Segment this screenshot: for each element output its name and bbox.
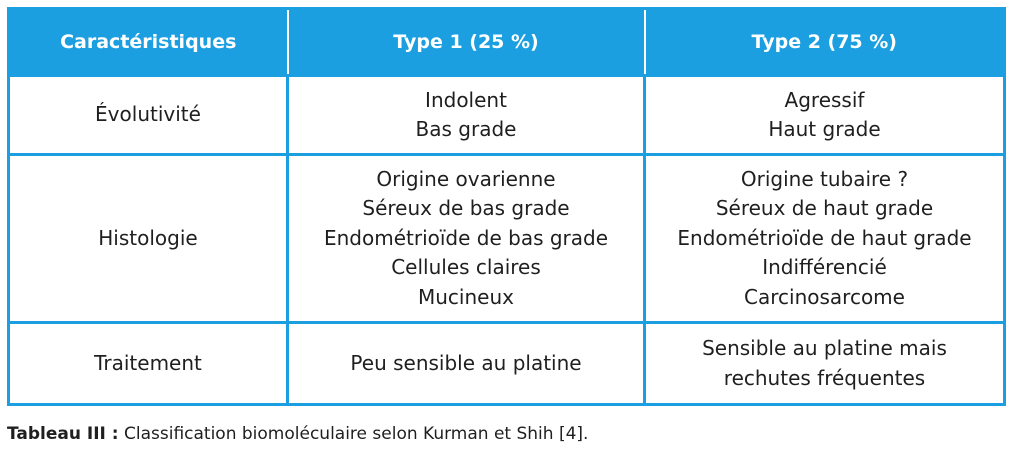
cell-line: Séreux de haut grade [715,196,934,221]
table-header-row [9,9,1005,76]
header-type-1: Type 1 (25 %) [288,9,645,76]
cell-line: Endométrioïde de haut grade [677,225,972,250]
cell-line: Indifférencié [762,255,887,280]
cell-line: Cellules claires [391,255,541,280]
classification-table [7,7,1006,406]
cell-line: Carcinosarcome [744,284,905,309]
cell-line: rechutes fréquentes [723,365,926,390]
cell-line: Sensible au platine mais [702,336,947,360]
row-label-evolutivite: Évolutivité [9,76,288,155]
cell-line: Bas grade [415,117,517,141]
table-caption [7,424,588,444]
cell-line: Endométrioïde de bas grade [323,225,609,250]
cell-type2-evolutivite [645,76,1005,155]
row-label-histologie: Histologie [9,155,288,323]
table-row-evolutivite [9,76,1005,155]
cell-line: Agressif [784,87,865,112]
cell-type1-histologie [288,155,645,323]
cell-type1-evolutivite [288,76,645,155]
cell-line: Séreux de bas grade [362,196,570,221]
table-row-histologie [9,155,1005,323]
row-label-traitement: Traitement [9,323,288,405]
header-caracteristiques: Caractéristiques [9,9,288,76]
caption-label: Tableau III : [7,424,119,444]
caption-text: Classification biomoléculaire selon Kurman et Shih [4]. [118,424,589,444]
cell-type2-traitement [645,323,1005,405]
cell-line: Indolent [425,87,507,112]
cell-line: Peu sensible au platine [350,350,582,375]
header-type-2: Type 2 (75 %) [645,9,1005,76]
cell-line: Haut grade [768,117,881,141]
cell-type1-traitement [288,323,645,405]
classification-table-container [7,7,1003,406]
cell-line: Mucineux [418,284,514,309]
cell-line: Origine tubaire ? [740,166,909,191]
cell-line: Origine ovarienne [376,166,556,191]
table-row-traitement [9,323,1005,405]
cell-type2-histologie [645,155,1005,323]
